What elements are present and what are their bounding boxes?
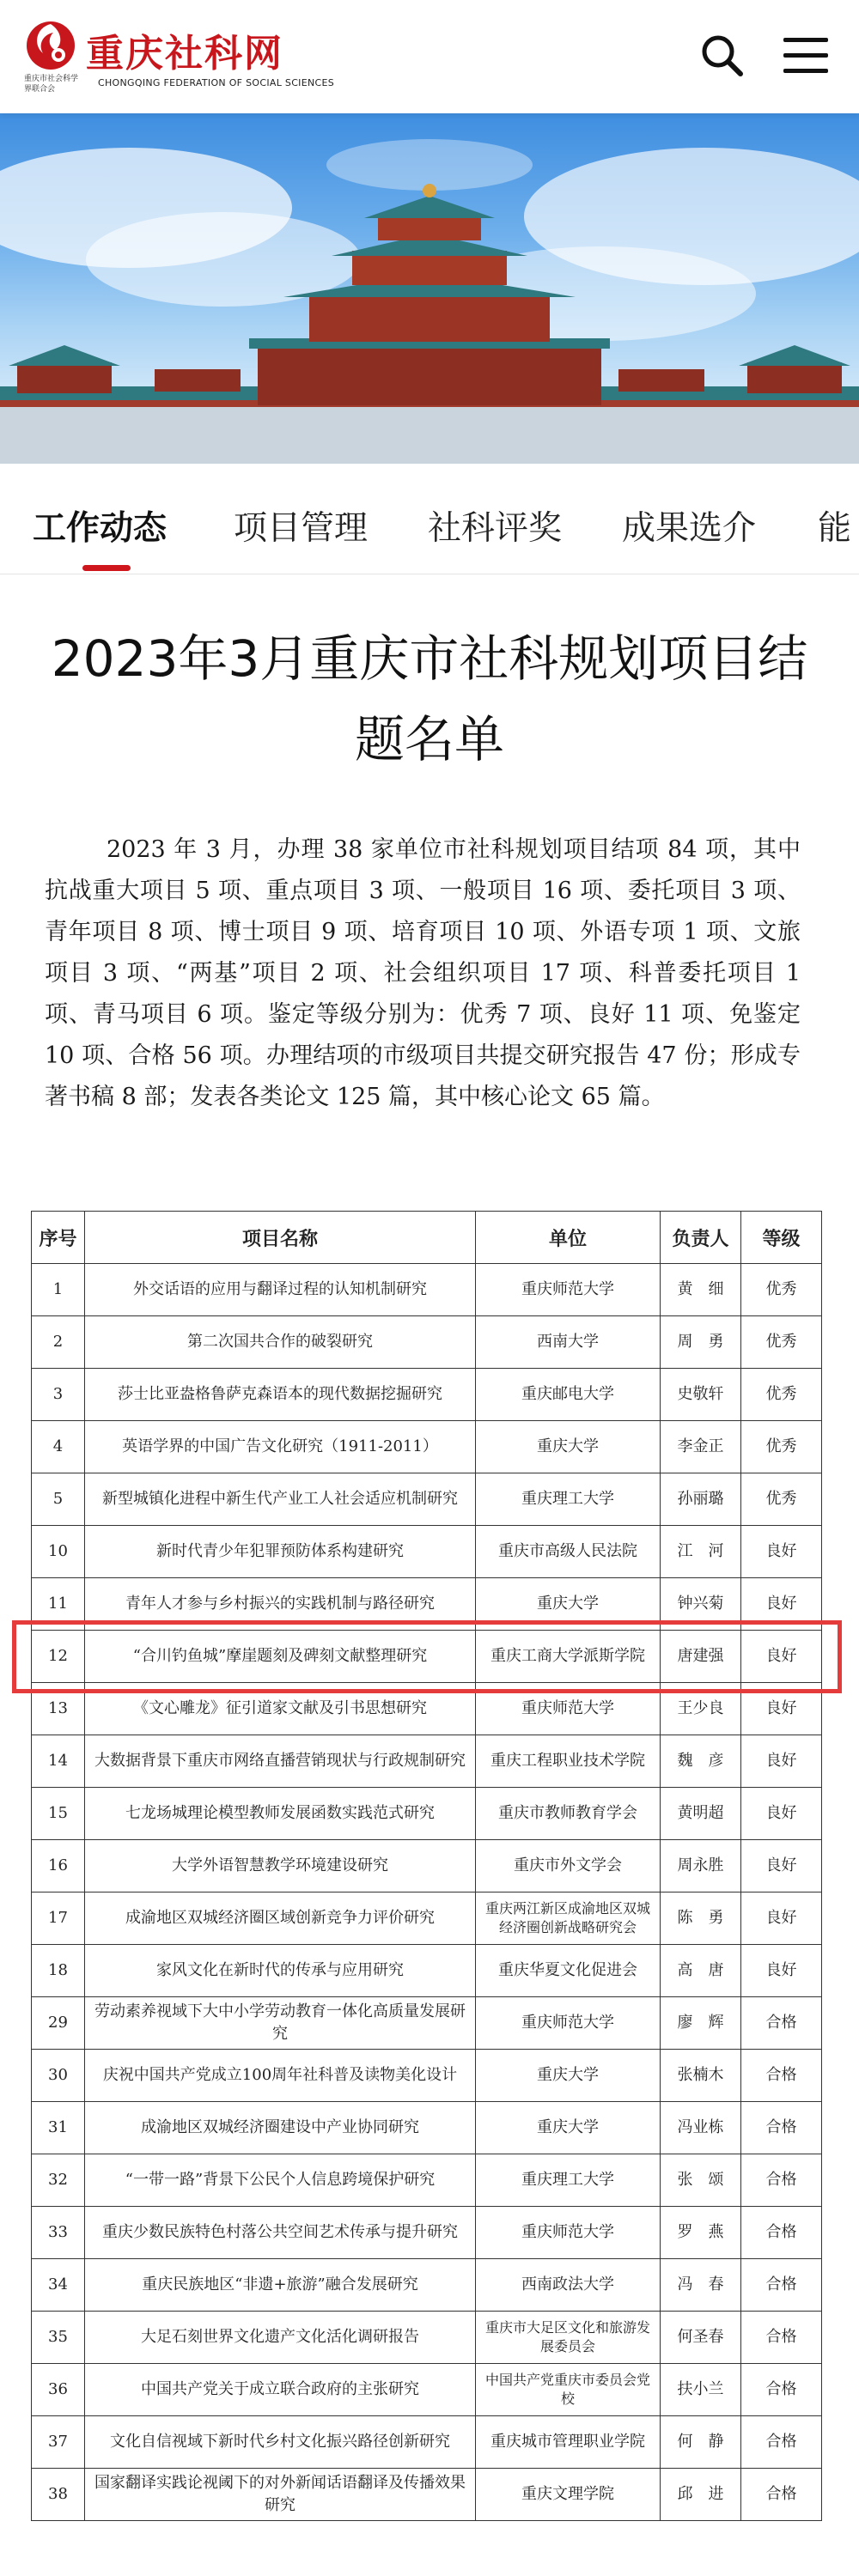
cell-index: 5 <box>32 1473 85 1526</box>
cell-grade: 优秀 <box>741 1421 822 1473</box>
cell-project-name: 中国共产党关于成立联合政府的主张研究 <box>85 2364 476 2416</box>
cell-grade: 优秀 <box>741 1473 822 1526</box>
cell-index: 31 <box>32 2102 85 2154</box>
cell-grade: 优秀 <box>741 1369 822 1421</box>
results-table-wrapper <box>31 1211 821 2521</box>
cell-leader: 王少良 <box>661 1683 741 1735</box>
cell-project-name: 新型城镇化进程中新生代产业工人社会适应机制研究 <box>85 1473 476 1526</box>
cell-project-name: “合川钓鱼城”摩崖题刻及碑刻文献整理研究 <box>85 1631 476 1683</box>
cell-project-name: 莎士比亚盎格鲁萨克森语本的现代数据挖掘研究 <box>85 1369 476 1421</box>
cell-grade: 良好 <box>741 1683 822 1735</box>
table-row <box>32 1893 822 1945</box>
cell-leader: 扶小兰 <box>661 2364 741 2416</box>
cell-project-name: 文化自信视域下新时代乡村文化振兴路径创新研究 <box>85 2416 476 2469</box>
cell-index: 29 <box>32 1997 85 2050</box>
header-index: 序号 <box>32 1212 85 1264</box>
cell-unit: 重庆工商大学派斯学院 <box>476 1631 661 1683</box>
logo-mark-icon <box>24 19 77 72</box>
header-unit: 单位 <box>476 1212 661 1264</box>
search-icon[interactable] <box>698 31 746 79</box>
cell-grade: 合格 <box>741 2364 822 2416</box>
cell-index: 34 <box>32 2259 85 2312</box>
cell-index: 13 <box>32 1683 85 1735</box>
table-row <box>32 2364 822 2416</box>
cell-project-name: 重庆民族地区“非遗+旅游”融合发展研究 <box>85 2259 476 2312</box>
cell-grade: 合格 <box>741 2102 822 2154</box>
site-logo[interactable] <box>24 19 385 96</box>
cell-index: 32 <box>32 2154 85 2207</box>
cell-project-name: 成渝地区双城经济圈建设中产业协同研究 <box>85 2102 476 2154</box>
cell-leader: 何 静 <box>661 2416 741 2469</box>
table-row <box>32 1578 822 1631</box>
cell-unit: 重庆市高级人民法院 <box>476 1526 661 1578</box>
table-row <box>32 1735 822 1788</box>
cell-leader: 高 唐 <box>661 1945 741 1997</box>
cell-unit: 西南大学 <box>476 1316 661 1369</box>
table-row <box>32 1840 822 1893</box>
table-row <box>32 1316 822 1369</box>
logo-subtitle: 重庆市社会科学界联合会 <box>24 75 79 94</box>
header-grade: 等级 <box>741 1212 822 1264</box>
header-project-name: 项目名称 <box>85 1212 476 1264</box>
category-tabs <box>0 464 859 574</box>
cell-unit: 重庆文理学院 <box>476 2469 661 2521</box>
cell-index: 15 <box>32 1788 85 1840</box>
cell-index: 18 <box>32 1945 85 1997</box>
cell-grade: 良好 <box>741 1735 822 1788</box>
cell-index: 11 <box>32 1578 85 1631</box>
cell-leader: 孙丽璐 <box>661 1473 741 1526</box>
results-table <box>31 1211 822 2521</box>
table-row <box>32 1264 822 1316</box>
cell-unit: 重庆大学 <box>476 1578 661 1631</box>
cell-unit: 重庆两江新区成渝地区双城经济圈创新战略研究会 <box>476 1893 661 1945</box>
table-row <box>32 2259 822 2312</box>
table-row <box>32 1683 822 1735</box>
table-row <box>32 2416 822 2469</box>
table-row <box>32 2469 822 2521</box>
cell-project-name: 成渝地区双城经济圈区域创新竞争力评价研究 <box>85 1893 476 1945</box>
table-header-row <box>32 1212 822 1264</box>
cell-grade: 良好 <box>741 1526 822 1578</box>
cell-leader: 张 颂 <box>661 2154 741 2207</box>
tab-achievements[interactable]: 成果选介 <box>622 509 757 548</box>
tab-work-news[interactable]: 工作动态 <box>33 509 168 548</box>
cell-index: 37 <box>32 2416 85 2469</box>
cell-index: 38 <box>32 2469 85 2521</box>
cell-unit: 重庆城市管理职业学院 <box>476 2416 661 2469</box>
cell-grade: 良好 <box>741 1840 822 1893</box>
cell-project-name: 外交话语的应用与翻译过程的认知机制研究 <box>85 1264 476 1316</box>
cell-unit: 重庆大学 <box>476 1421 661 1473</box>
cell-project-name: 第二次国共合作的破裂研究 <box>85 1316 476 1369</box>
cell-grade: 合格 <box>741 2312 822 2364</box>
table-row <box>32 2050 822 2102</box>
table-row <box>32 2312 822 2364</box>
cell-leader: 廖 辉 <box>661 1997 741 2050</box>
cell-leader: 陈 勇 <box>661 1893 741 1945</box>
cell-leader: 黄明超 <box>661 1788 741 1840</box>
cell-grade: 良好 <box>741 1788 822 1840</box>
cell-index: 35 <box>32 2312 85 2364</box>
cell-index: 33 <box>32 2207 85 2259</box>
active-tab-indicator <box>82 565 131 571</box>
cell-unit: 重庆市外文学会 <box>476 1840 661 1893</box>
cell-leader: 罗 燕 <box>661 2207 741 2259</box>
cell-leader: 魏 彦 <box>661 1735 741 1788</box>
cell-project-name: 大足石刻世界文化遗产文化活化调研报告 <box>85 2312 476 2364</box>
cell-grade: 良好 <box>741 1893 822 1945</box>
header-leader: 负责人 <box>661 1212 741 1264</box>
cell-project-name: 新时代青少年犯罪预防体系构建研究 <box>85 1526 476 1578</box>
tab-project-management[interactable]: 项目管理 <box>234 509 369 548</box>
cell-leader: 周永胜 <box>661 1840 741 1893</box>
cell-index: 4 <box>32 1421 85 1473</box>
logo-english: CHONGQING FEDERATION OF SOCIAL SCIENCES <box>98 77 335 88</box>
table-row <box>32 1526 822 1578</box>
cell-index: 14 <box>32 1735 85 1788</box>
table-row <box>32 2207 822 2259</box>
table-body <box>32 1264 822 2521</box>
cell-leader: 李金正 <box>661 1421 741 1473</box>
cell-unit: 重庆师范大学 <box>476 2207 661 2259</box>
cell-project-name: 七龙场城理论模型教师发展函数实践范式研究 <box>85 1788 476 1840</box>
cell-index: 3 <box>32 1369 85 1421</box>
cell-unit: 中国共产党重庆市委员会党校 <box>476 2364 661 2416</box>
cell-index: 12 <box>32 1631 85 1683</box>
cell-leader: 张楠木 <box>661 2050 741 2102</box>
cell-unit: 重庆华夏文化促进会 <box>476 1945 661 1997</box>
cell-leader: 冯业栋 <box>661 2102 741 2154</box>
cell-unit: 重庆师范大学 <box>476 1264 661 1316</box>
article-intro: 2023 年 3 月，办理 38 家单位市社科规划项目结项 84 项，其中抗战重大项目 5 项、重点项目 3 项、一般项目 16 项、委托项目 3 项、青年项目 8 项、博士项目 9 项、培育项目 10 项、外语专项 1 项、文旅项目 3 项、“两基”项目 2 项、社会组织项目 17 项、科普委托项目 1 项、青马项目 6 项。鉴定等级分别为：优秀 7 项、良好 11 项、免鉴定 10 项、合格 56 项。办理结项的市级项目共提交研究报告 47 份；形成专著书稿 8 部；发表各类论文 125 篇，其中核心论文 65 篇。 <box>45 836 801 1110</box>
cell-grade: 合格 <box>741 2207 822 2259</box>
cell-project-name: 《文心雕龙》征引道家文献及引书思想研究 <box>85 1683 476 1735</box>
cell-grade: 优秀 <box>741 1264 822 1316</box>
cell-grade: 合格 <box>741 1997 822 2050</box>
table-row <box>32 1945 822 1997</box>
cell-unit: 西南政法大学 <box>476 2259 661 2312</box>
logo-title: 重庆社科网 <box>86 32 283 76</box>
cell-unit: 重庆大学 <box>476 2102 661 2154</box>
great-hall-illustration <box>0 113 859 464</box>
cell-index: 17 <box>32 1893 85 1945</box>
cell-project-name: 国家翻译实践论视阈下的对外新闻话语翻译及传播效果研究 <box>85 2469 476 2521</box>
cell-unit: 重庆邮电大学 <box>476 1369 661 1421</box>
cell-unit: 重庆工程职业技术学院 <box>476 1735 661 1788</box>
site-header <box>0 0 859 113</box>
hero-banner <box>0 113 859 464</box>
cell-grade: 合格 <box>741 2469 822 2521</box>
cell-project-name: 大数据背景下重庆市网络直播营销现状与行政规制研究 <box>85 1735 476 1788</box>
table-row <box>32 1788 822 1840</box>
cell-leader: 唐建强 <box>661 1631 741 1683</box>
cell-leader: 冯 春 <box>661 2259 741 2312</box>
cell-index: 1 <box>32 1264 85 1316</box>
cell-leader: 周 勇 <box>661 1316 741 1369</box>
cell-grade: 良好 <box>741 1631 822 1683</box>
cell-index: 36 <box>32 2364 85 2416</box>
cell-project-name: 家风文化在新时代的传承与应用研究 <box>85 1945 476 1997</box>
table-row <box>32 2102 822 2154</box>
cell-leader: 史敬轩 <box>661 1369 741 1421</box>
cell-unit: 重庆师范大学 <box>476 1997 661 2050</box>
cell-index: 30 <box>32 2050 85 2102</box>
cell-project-name: 青年人才参与乡村振兴的实践机制与路径研究 <box>85 1578 476 1631</box>
cell-unit: 重庆师范大学 <box>476 1683 661 1735</box>
cell-grade: 优秀 <box>741 1316 822 1369</box>
cell-leader: 黄 细 <box>661 1264 741 1316</box>
cell-grade: 合格 <box>741 2050 822 2102</box>
cell-unit: 重庆市教师教育学会 <box>476 1788 661 1840</box>
cell-project-name: 重庆少数民族特色村落公共空间艺术传承与提升研究 <box>85 2207 476 2259</box>
cell-unit: 重庆理工大学 <box>476 2154 661 2207</box>
cell-project-name: 英语学界的中国广告文化研究（1911-2011） <box>85 1421 476 1473</box>
cell-grade: 良好 <box>741 1578 822 1631</box>
cell-grade: 合格 <box>741 2154 822 2207</box>
cell-leader: 钟兴菊 <box>661 1578 741 1631</box>
menu-icon[interactable] <box>778 31 833 79</box>
cell-leader: 邱 进 <box>661 2469 741 2521</box>
cell-project-name: 劳动素养视域下大中小学劳动教育一体化高质量发展研究 <box>85 1997 476 2050</box>
cell-grade: 合格 <box>741 2259 822 2312</box>
table-row <box>32 1997 822 2050</box>
cell-index: 2 <box>32 1316 85 1369</box>
table-row <box>32 2154 822 2207</box>
tab-social-science-awards[interactable]: 社科评奖 <box>428 509 563 548</box>
table-row <box>32 1369 822 1421</box>
table-row <box>32 1421 822 1473</box>
cell-index: 10 <box>32 1526 85 1578</box>
cell-grade: 合格 <box>741 2416 822 2469</box>
article-title: 2023年3月重庆市社科规划项目结题名单 <box>51 629 808 769</box>
tab-more[interactable]: 能 <box>818 509 852 548</box>
cell-unit: 重庆理工大学 <box>476 1473 661 1526</box>
cell-index: 16 <box>32 1840 85 1893</box>
cell-unit: 重庆大学 <box>476 2050 661 2102</box>
cell-leader: 江 河 <box>661 1526 741 1578</box>
table-row <box>32 1473 822 1526</box>
table-row <box>32 1631 822 1683</box>
cell-project-name: 大学外语智慧教学环境建设研究 <box>85 1840 476 1893</box>
cell-grade: 良好 <box>741 1945 822 1997</box>
cell-project-name: “一带一路”背景下公民个人信息跨境保护研究 <box>85 2154 476 2207</box>
cell-leader: 何圣春 <box>661 2312 741 2364</box>
cell-project-name: 庆祝中国共产党成立100周年社科普及读物美化设计 <box>85 2050 476 2102</box>
cell-unit: 重庆市大足区文化和旅游发展委员会 <box>476 2312 661 2364</box>
